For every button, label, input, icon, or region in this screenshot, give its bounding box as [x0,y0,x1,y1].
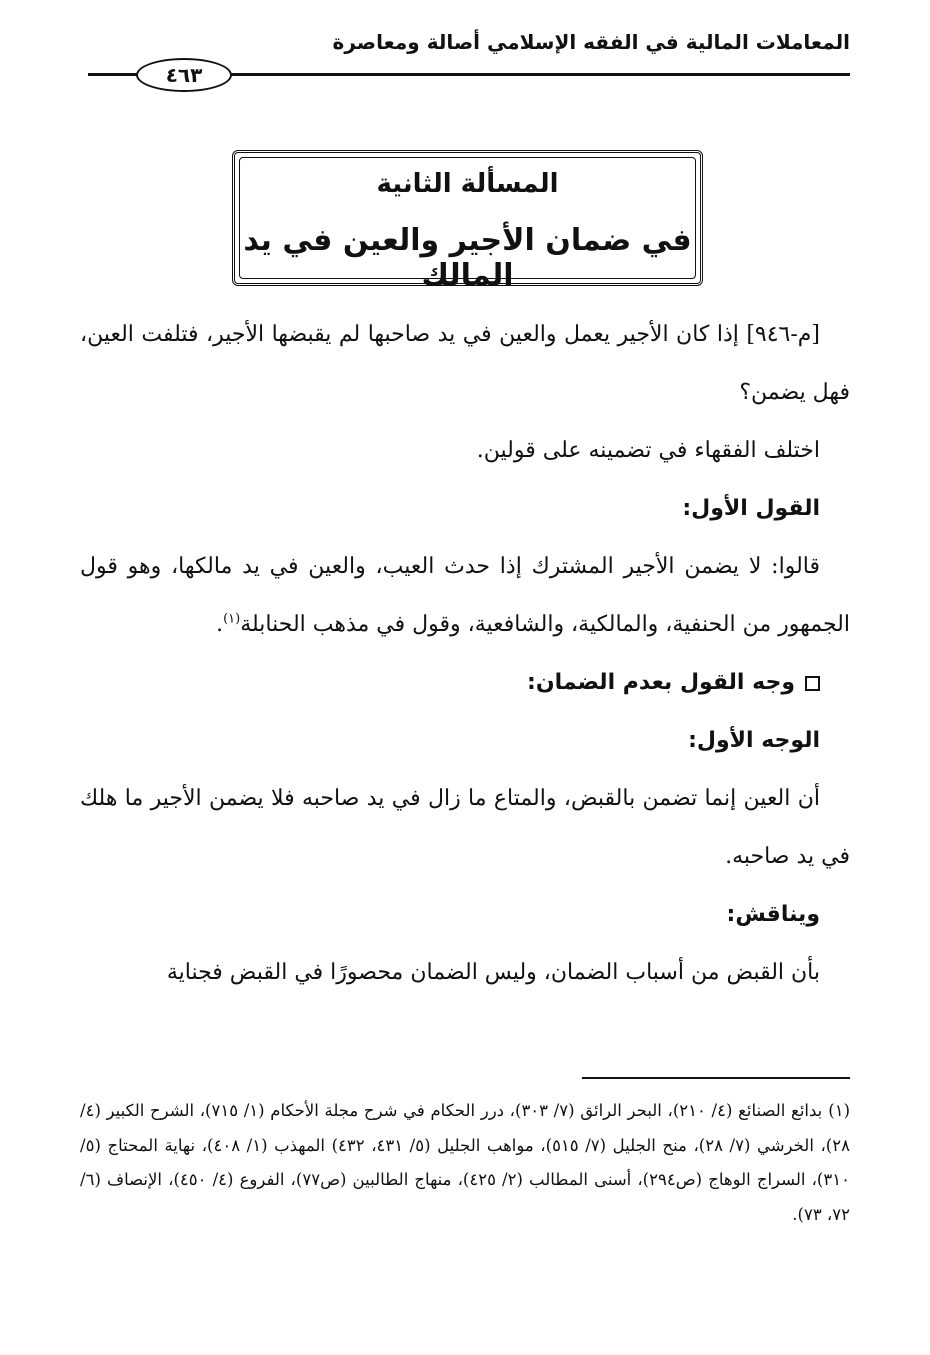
heading-first-aspect: الوجه الأول: [688,728,820,753]
heading-reasoning [80,654,850,712]
running-header: المعاملات المالية في الفقه الإسلامي أصالة ومعاصرة [332,30,850,54]
section-title-box [232,150,703,293]
footnotes [80,1094,850,1232]
footnote-number: (١) [828,1101,850,1120]
paragraph-first-aspect: أن العين إنما تضمن بالقبض، والمتاع ما زال في يد صاحبه فلا يضمن الأجير ما هلك في يد صاحبه. [80,786,850,869]
paragraph-disagreement: اختلف الفقهاء في تضمينه على قولين. [476,438,820,463]
footnote-text: بدائع الصنائع (٤/ ٢١٠)، البحر الرائق (٧/ ٣٠٣)، درر الحكام في شرح مجلة الأحكام (١/ ٧١٥)، الشرح الكبير (٤/ ٢٨)، الخرشي (٧/ ٢٨)، منح الجليل (٧/ ٥١٥)، مواهب الجليل (٥/ ٤٣١، ٤٣٢) المهذب (١/ ٤٠٨)، نهاية المحتاج (٥/ ٣١٠)، السراج الوهاج (ص٢٩٤)، أسنى المطالب (٢/ ٤٢٥)، منهاج الطالبين (ص٧٧)، الفروع (٤/ ٤٥٠)، الإنصاف (٦/ ٧٢، ٧٣). [80,1101,850,1224]
page-number: ٤٦٣ [136,58,232,92]
section-title-line1: المسألة الثانية [376,169,559,199]
footnote-reference[interactable]: (١) [223,611,241,627]
heading-first-opinion: القول الأول: [682,496,820,521]
paragraph-first-opinion [80,538,850,654]
paragraph-question: [م-٩٤٦] إذا كان الأجير يعمل والعين في يد صاحبها لم يقبضها الأجير، فتلفت العين، فهل يضمن؟ [80,322,850,405]
heading-discussion: ويناقش: [726,902,820,927]
footnote-item [80,1094,850,1232]
paragraph-discussion: بأن القبض من أسباب الضمان، وليس الضمان محصورًا في القبض فجناية [166,960,820,985]
paragraph-first-opinion-text: قالوا: لا يضمن الأجير المشترك إذا حدث العيب، والعين في يد مالكها، وهو قول الجمهور من الحنفية، والمالكية، والشافعية، وقول في مذهب الحنابلة [80,554,850,637]
body-text [80,306,850,1002]
heading-reasoning-label: وجه القول بعدم الضمان: [527,670,795,695]
section-title-line2: في ضمان الأجير والعين في يد المالك [243,223,692,293]
paragraph-end-mark: . [216,612,224,637]
square-bullet-icon [805,676,820,691]
